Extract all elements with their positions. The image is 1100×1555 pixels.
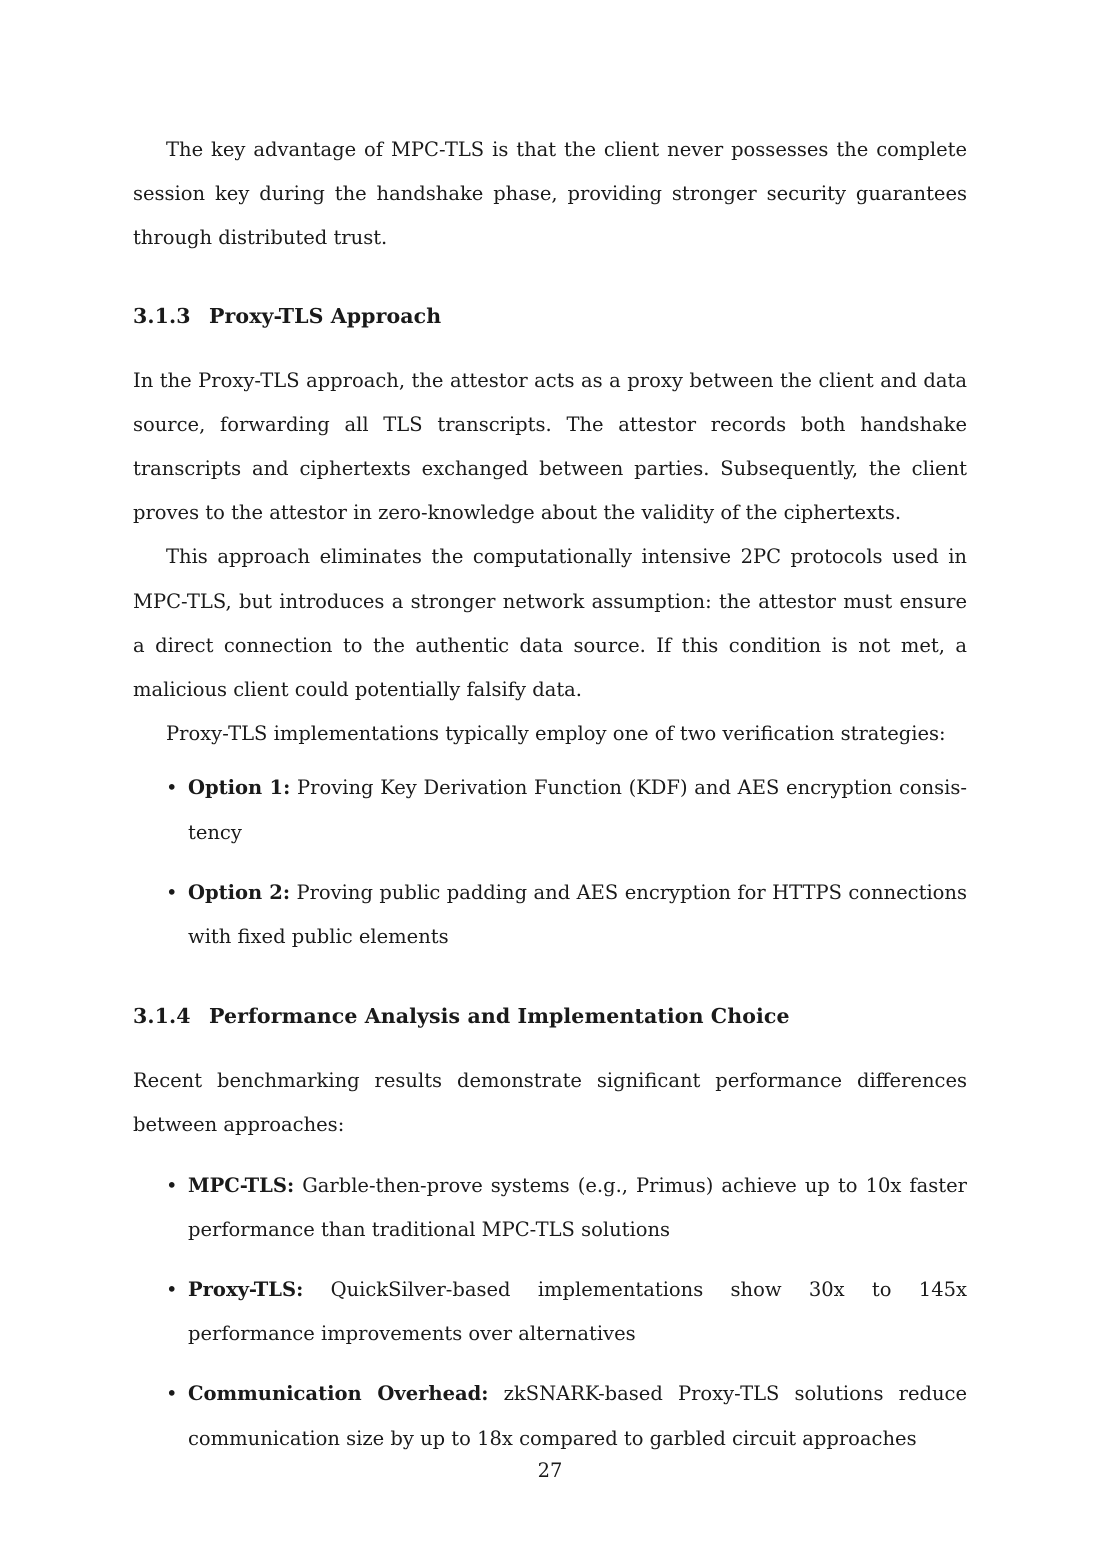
list-item-option-1 <box>133 766 967 854</box>
list-item-text: zkSNARK-based Proxy-TLS solutions reduce communication size by up to 18x compared to garbled circuit approaches <box>188 1382 967 1450</box>
paragraph-proxy-tls-intro: In the Proxy-TLS approach, the attestor acts as a proxy between the client and data source, forwarding all TLS transcripts. The attestor records both handshake transcripts and ciphertexts exchanged between parties. Subsequently, the client proves to the attestor in zero-knowledge about the validity of the ciphertexts. <box>133 368 967 525</box>
performance-list <box>133 1164 967 1461</box>
bullet-icon: • <box>166 1278 178 1302</box>
bullet-icon: • <box>166 1382 178 1406</box>
list-item-proxy-tls <box>133 1268 967 1356</box>
paragraph-network-assumption: This approach eliminates the computationally intensive 2PC protocols used in MPC-TLS, but introduces a stronger network assumption: the attestor must ensure a direct connection to the authentic data source. If this condition is not met, a malicious client could potentially falsify data. <box>133 545 967 702</box>
list-item-text: Garble-then-prove systems (e.g., Primus) achieve up to 10x faster performance than traditional MPC-TLS solutions <box>188 1173 967 1241</box>
section-number: 3.1.3 <box>133 303 191 328</box>
paragraph-verification-strategies: Proxy-TLS implementations typically employ one of two verification strategies: <box>166 722 946 746</box>
list-item-text: Proving Key Derivation Function (KDF) and AES encryption consistency <box>188 776 968 844</box>
page-body <box>133 128 967 1477</box>
list-item-label: Option 2: <box>188 880 291 904</box>
list-item-mpc-tls <box>133 1164 967 1252</box>
section-title: Proxy-TLS Approach <box>209 303 442 328</box>
page-number: 27 <box>537 1459 563 1482</box>
list-item-label: MPC-TLS: <box>188 1173 295 1197</box>
list-item-label: Option 1: <box>188 776 291 800</box>
bullet-icon: • <box>166 880 178 904</box>
paragraph-mpc-advantage: The key advantage of MPC-TLS is that the client never possesses the complete session key during the handshake phase, providing stronger security guarantees through distributed trust. <box>133 138 967 250</box>
list-item-option-2 <box>133 871 967 959</box>
list-item-communication-overhead <box>133 1372 967 1460</box>
section-heading-3-1-4 <box>133 1001 967 1031</box>
list-item-label: Communication Overhead: <box>188 1382 489 1406</box>
section-title: Performance Analysis and Implementation Choice <box>209 1004 790 1029</box>
paragraph-benchmarking: Recent benchmarking results demonstrate significant performance differences between approaches: <box>133 1069 967 1137</box>
options-list <box>133 766 967 959</box>
section-heading-3-1-3 <box>133 301 967 331</box>
list-item-label: Proxy-TLS: <box>188 1278 304 1302</box>
section-number: 3.1.4 <box>133 1004 191 1029</box>
list-item-text: Proving public padding and AES encryption for HTTPS connections with fixed public elements <box>188 880 967 949</box>
list-item-text: QuickSilver-based implementations show 30x to 145x performance improvements over alternatives <box>188 1278 967 1346</box>
bullet-icon: • <box>166 776 178 800</box>
bullet-icon: • <box>166 1173 178 1197</box>
